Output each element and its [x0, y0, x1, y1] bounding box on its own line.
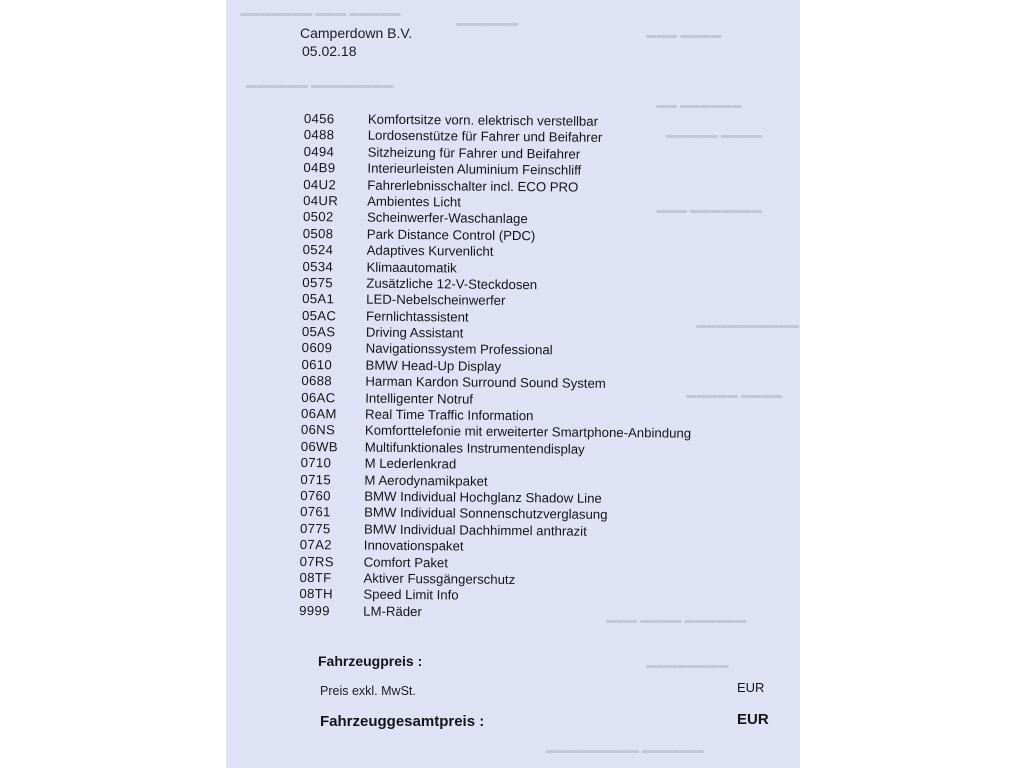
show-through-text: ▬▬▬▬▬▬▬▬	[646, 660, 729, 671]
option-code: 0494	[303, 143, 335, 160]
show-through-text: ▬▬▬▬▬▬ ▬▬	[656, 100, 742, 111]
option-code: 08TF	[299, 569, 332, 586]
show-through-text: ▬▬▬▬ ▬▬▬▬▬	[686, 390, 782, 401]
option-description: Komfortsitze vorn. elektrisch verstellbar	[367, 111, 599, 129]
total-price-label: Fahrzeuggesamtpreis :	[320, 713, 485, 730]
option-code: 05AS	[301, 324, 336, 340]
option-code: 04U2	[303, 176, 337, 192]
option-code: 04UR	[303, 192, 339, 209]
option-description: Scheinwerfer-Waschanlage	[366, 209, 528, 227]
option-description: Navigationssystem Professional	[365, 341, 553, 358]
document-date: 05.02.18	[302, 43, 357, 59]
total-currency: EUR	[737, 711, 769, 728]
option-code: 0488	[303, 127, 335, 143]
option-code: 9999	[299, 602, 330, 618]
show-through-text: ▬▬▬▬▬▬ ▬▬▬▬▬▬▬▬▬	[546, 745, 704, 756]
option-description: Fahrerlebnisschalter incl. ECO PRO	[367, 177, 579, 195]
option-code: 0502	[302, 209, 334, 225]
option-description: Adaptives Kurvenlicht	[366, 242, 494, 259]
option-code: 0534	[302, 258, 334, 274]
option-description: Comfort Paket	[363, 554, 449, 570]
option-code: 0524	[302, 242, 334, 258]
option-description: BMW Individual Hochglanz Shadow Line	[364, 488, 602, 506]
option-code: 07RS	[299, 553, 334, 569]
option-code: 08TH	[299, 586, 333, 602]
option-code: 07A2	[299, 537, 332, 553]
option-description: Komforttelefonie mit erweiterter Smartphone-Anbindung	[364, 423, 692, 442]
option-description: Ambientes Licht	[367, 193, 462, 210]
option-description: M Lederlenkrad	[364, 455, 457, 472]
show-through-text: ▬▬▬▬▬▬▬▬ ▬▬▬▬▬▬	[246, 80, 394, 91]
option-description: LED-Nebelscheinwerfer	[366, 291, 506, 309]
option-code: 0609	[301, 340, 333, 356]
option-code: 0715	[300, 471, 332, 487]
option-code: 04B9	[303, 160, 336, 176]
excl-vat-currency: EUR	[737, 680, 765, 695]
option-code: 06NS	[300, 422, 336, 438]
show-through-text: ▬▬▬▬ ▬▬▬▬▬	[666, 130, 762, 141]
option-code: 0508	[302, 225, 334, 242]
company-name: Camperdown B.V.	[300, 25, 413, 41]
option-description: Lordosenstütze für Fahrer und Beifahrer	[367, 128, 603, 146]
show-through-text: ▬▬▬▬▬▬▬▬▬▬	[696, 320, 799, 331]
option-code: 06AC	[301, 389, 336, 405]
option-code: 06AM	[301, 406, 337, 422]
option-code: 0610	[301, 356, 333, 373]
option-description: Harman Kardon Surround Sound System	[365, 373, 606, 392]
option-code: 0688	[301, 373, 333, 389]
option-description: M Aerodynamikpaket	[364, 472, 488, 489]
option-code: 0456	[303, 111, 335, 127]
option-description: Zusätzliche 12-V-Steckdosen	[366, 275, 538, 293]
option-description: BMW Head-Up Display	[365, 357, 502, 374]
show-through-text: ▬▬▬▬▬▬▬ ▬▬▬	[656, 205, 763, 216]
option-description: Multifunktionales Instrumentendisplay	[364, 439, 585, 457]
option-code: 05A1	[302, 291, 335, 307]
option-description: Aktiver Fussgängerschutz	[363, 570, 516, 587]
option-description: Innovationspaket	[363, 537, 464, 554]
option-description: LM-Räder	[363, 603, 422, 619]
option-description: Klimaautomatik	[366, 259, 457, 275]
option-code: 0775	[299, 520, 331, 537]
option-code: 0761	[300, 504, 331, 520]
option-code: 0575	[302, 274, 333, 291]
option-code: 0710	[300, 455, 332, 471]
show-through-text: ▬▬▬▬▬▬ ▬▬▬▬ ▬▬▬	[606, 615, 747, 626]
option-description: Speed Limit Info	[363, 586, 459, 603]
option-description: Park Distance Control (PDC)	[366, 226, 536, 243]
option-description: Sitzheizung für Fahrer und Beifahrer	[367, 144, 581, 162]
excl-vat-label: Preis exkl. MwSt.	[320, 684, 416, 698]
option-description: Interieurleisten Aluminium Feinschliff	[367, 160, 582, 178]
show-through-text: ▬▬▬▬ ▬▬▬	[646, 30, 722, 41]
option-description: BMW Individual Dachhimmel anthrazit	[363, 521, 587, 539]
option-code: 06WB	[300, 438, 338, 455]
option-description: BMW Individual Sonnenschutzverglasung	[364, 504, 608, 523]
option-code: 0760	[300, 487, 331, 504]
option-code: 05AC	[301, 307, 337, 324]
show-through-text: ▬▬▬▬▬ ▬▬▬ ▬▬▬▬▬▬▬	[240, 8, 401, 19]
option-description: Real Time Traffic Information	[365, 406, 534, 424]
option-description: Fernlichtassistent	[365, 308, 469, 325]
option-description: Intelligenter Notruf	[365, 390, 474, 407]
vehicle-price-label: Fahrzeugpreis :	[318, 653, 423, 669]
option-description: Driving Assistant	[365, 324, 464, 341]
show-through-text: ▬▬▬▬▬▬	[456, 18, 518, 29]
